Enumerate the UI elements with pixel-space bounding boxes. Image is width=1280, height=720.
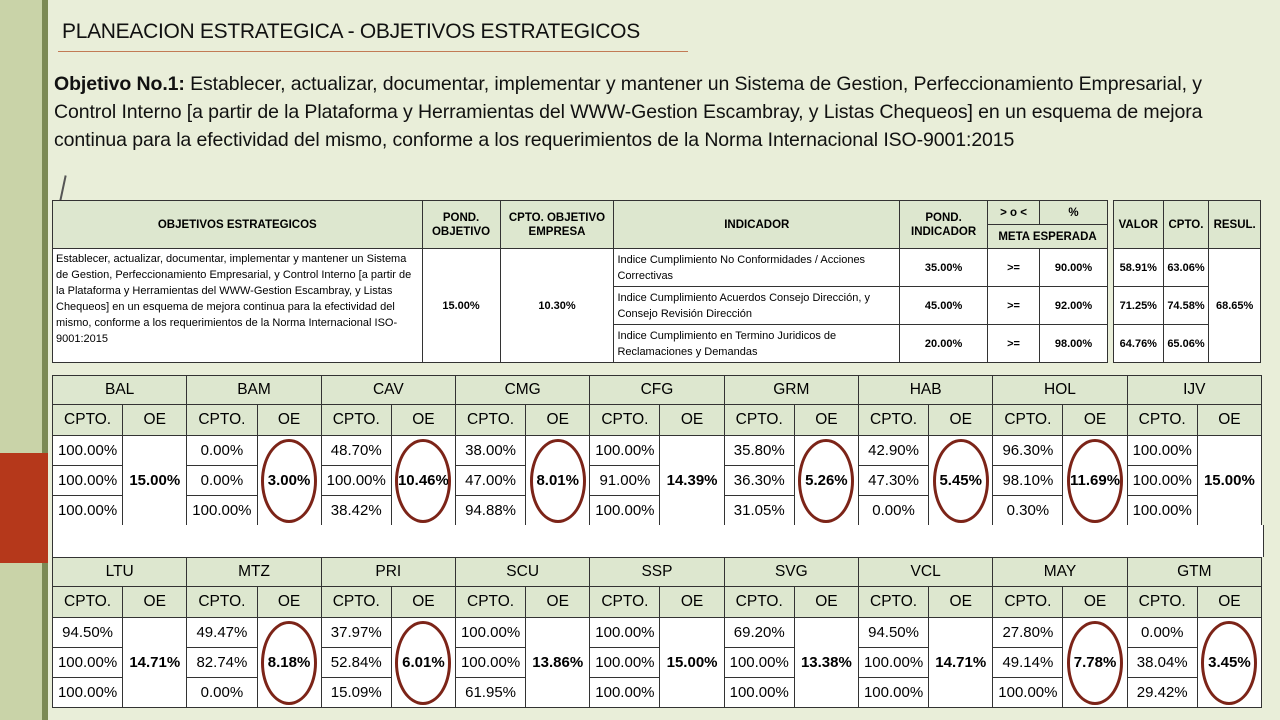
unit-name: PRI [321,558,455,587]
oe-value [257,618,321,708]
cpto-header: CPTO. [187,587,257,618]
table-spacer [52,525,1264,557]
cpto-value: 91.00% [590,466,660,496]
indicador-pond: 45.00% [900,287,988,325]
slide-title: PLANEACION ESTRATEGICA - OBJETIVOS ESTRATEGICOS [62,20,640,43]
cpto-value: 47.00% [455,466,525,496]
oe-header: OE [794,405,858,436]
header-cpto: CPTO. [1163,201,1209,249]
header-cpto-objetivo: CPTO. OBJETIVO EMPRESA [500,201,614,249]
oe-header: OE [123,587,187,618]
oe-value-text: 14.71% [129,654,181,671]
oe-value-text: 3.00% [267,472,311,489]
cpto-header: CPTO. [1127,587,1197,618]
oe-header: OE [794,587,858,618]
accent-block [0,453,48,563]
indicador-comp: >= [988,249,1040,287]
oe-value [929,436,993,526]
oe-header: OE [391,587,455,618]
cpto-value: 100.00% [53,436,123,466]
oe-value-text: 7.78% [1073,654,1117,671]
cpto-value: 0.00% [187,678,257,708]
units-table-bottom [52,557,1262,708]
oe-value [929,618,993,708]
unit-name: MTZ [187,558,321,587]
cpto-value: 47.30% [858,466,928,496]
cpto-value: 100.00% [321,466,391,496]
cpto-value: 94.50% [858,618,928,648]
cpto-value: 98.10% [993,466,1063,496]
result-cpto: 65.06% [1163,325,1209,363]
cpto-value: 100.00% [590,648,660,678]
cpto-value: 48.70% [321,436,391,466]
oe-header: OE [1197,405,1261,436]
oe-value-text: 10.46% [397,472,449,489]
header-meta: META ESPERADA [988,225,1108,249]
unit-name: CFG [590,376,724,405]
oe-value [794,436,858,526]
oe-header: OE [660,405,724,436]
cpto-value: 94.88% [455,496,525,526]
cpto-value: 100.00% [1127,496,1197,526]
unit-name: SSP [590,558,724,587]
oe-value [391,436,455,526]
oe-value [526,436,590,526]
header-percent: % [1040,201,1108,225]
oe-value [123,436,187,526]
unit-name: IJV [1127,376,1261,405]
cpto-header: CPTO. [1127,405,1197,436]
cpto-value: 0.30% [993,496,1063,526]
cpto-value: 35.80% [724,436,794,466]
oe-value-text: 6.01% [402,654,445,671]
oe-header: OE [929,405,993,436]
cpto-value: 100.00% [858,648,928,678]
header-pond-indicador: POND. INDICADOR [900,201,988,249]
oe-header: OE [1063,587,1127,618]
indicador-comp: >= [988,325,1040,363]
oe-value-text: 8.01% [536,472,579,489]
indicador-comp: >= [988,287,1040,325]
oe-value-text: 15.00% [1203,472,1255,489]
oe-header: OE [257,587,321,618]
oe-header: OE [391,405,455,436]
cpto-value: 0.00% [858,496,928,526]
cpto-value: 100.00% [858,678,928,708]
cpto-value: 100.00% [993,678,1063,708]
cpto-value: 100.00% [724,678,794,708]
oe-value [794,618,858,708]
oe-value-text: 15.00% [129,472,181,489]
cpto-value: 29.42% [1127,678,1197,708]
cpto-value: 49.14% [993,648,1063,678]
cpto-value: 15.09% [321,678,391,708]
oe-header: OE [526,587,590,618]
unit-name: CMG [455,376,589,405]
result-valor: 64.76% [1114,325,1164,363]
cpto-value: 38.42% [321,496,391,526]
objective-body: Establecer, actualizar, documentar, implementar y mantener un Sistema de Gestion, Perfeccionamiento Empresarial, y Control Interno [a partir de la Plataforma y Herramientas del WWW-Gestion Escambray, y Listas Chequeos] en un esquema de mejora continua para la efectividad del mismo, conforme a los requerimientos de la Norma Internacional ISO-9001:2015 [54,73,1203,151]
cpto-header: CPTO. [858,587,928,618]
result-valor: 58.91% [1114,249,1164,287]
cpto-value: 100.00% [187,496,257,526]
cpto-header: CPTO. [724,405,794,436]
cpto-value: 49.47% [187,618,257,648]
cpto-value: 100.00% [53,466,123,496]
cpto-header: CPTO. [187,405,257,436]
cpto-header: CPTO. [993,587,1063,618]
unit-name: GRM [724,376,858,405]
cpto-value: 100.00% [455,618,525,648]
cpto-header: CPTO. [53,405,123,436]
oe-value [660,436,724,526]
oe-value [1197,618,1261,708]
unit-name: BAM [187,376,321,405]
cpto-header: CPTO. [321,587,391,618]
cpto-value: 100.00% [1127,436,1197,466]
indicador-name: Indice Cumplimiento Acuerdos Consejo Dirección, y Consejo Revisión Dirección [614,287,900,325]
cpto-header: CPTO. [455,587,525,618]
cpto-value: 100.00% [724,648,794,678]
oe-value-text: 8.18% [267,654,311,671]
oe-value-text: 14.71% [935,654,987,671]
cpto-value: 69.20% [724,618,794,648]
cpto-header: CPTO. [590,405,660,436]
cpto-value: 38.04% [1127,648,1197,678]
unit-name: VCL [858,558,992,587]
oe-value [526,618,590,708]
title-underline [58,51,688,52]
cpto-value: 94.50% [53,618,123,648]
cpto-value: 82.74% [187,648,257,678]
cpto-value: 100.00% [590,496,660,526]
oe-value [660,618,724,708]
oe-value [1063,436,1127,526]
cpto-value: 100.00% [590,436,660,466]
objective-description: Establecer, actualizar, documentar, implementar y mantener un Sistema de Gestion, Perfeccionamiento Empresarial, y Control Interno [a partir de la Plataforma y Herramientas del WWW-Gestion Escambray, y Listas Chequeos] en un esquema de mejora continua para la efectividad del mismo, conforme a los requerimientos de la Norma Internacional ISO-9001:2015 [53,249,423,363]
indicador-meta: 92.00% [1040,287,1108,325]
oe-value [123,618,187,708]
indicador-name: Indice Cumplimiento No Conformidades / Acciones Correctivas [614,249,900,287]
cpto-header: CPTO. [590,587,660,618]
oe-header: OE [929,587,993,618]
header-resul: RESUL. [1209,201,1261,249]
oe-header: OE [257,405,321,436]
result-total: 68.65% [1209,249,1261,363]
unit-name: SVG [724,558,858,587]
oe-header: OE [123,405,187,436]
oe-value [1063,618,1127,708]
indicador-meta: 90.00% [1040,249,1108,287]
unit-name: CAV [321,376,455,405]
cpto-value: 61.95% [455,678,525,708]
unit-name: GTM [1127,558,1261,587]
cpto-header: CPTO. [724,587,794,618]
header-comparador: > o < [988,201,1040,225]
oe-value [391,618,455,708]
oe-value-text: 13.38% [800,654,852,671]
cpto-value: 100.00% [53,496,123,526]
cpto-header: CPTO. [455,405,525,436]
results-table [1113,200,1261,363]
unit-name: BAL [53,376,187,405]
oe-header: OE [660,587,724,618]
oe-value-text: 13.86% [532,654,584,671]
result-cpto: 63.06% [1163,249,1209,287]
cpto-value: 38.00% [455,436,525,466]
cpto-value: 0.00% [187,466,257,496]
cpto-value: 100.00% [590,618,660,648]
cpto-header: CPTO. [53,587,123,618]
cpto-value: 31.05% [724,496,794,526]
header-pond-objetivo: POND. OBJETIVO [422,201,500,249]
oe-value-text: 5.45% [939,472,982,489]
cpto-value: 100.00% [1127,466,1197,496]
indicador-name: Indice Cumplimiento en Termino Juridicos de Reclamaciones y Demandas [614,325,900,363]
objectives-table [52,200,1108,363]
cpto-value: 0.00% [187,436,257,466]
cpto-objetivo-value: 10.30% [500,249,614,363]
oe-value-text: 5.26% [805,472,848,489]
header-objetivos: OBJETIVOS ESTRATEGICOS [53,201,423,249]
oe-value-text: 15.00% [666,654,718,671]
unit-name: HAB [858,376,992,405]
indicador-pond: 20.00% [900,325,988,363]
unit-name: MAY [993,558,1127,587]
oe-value-text: 14.39% [666,472,718,489]
unit-name: SCU [455,558,589,587]
pond-objetivo-value: 15.00% [422,249,500,363]
cpto-value: 100.00% [455,648,525,678]
cpto-value: 100.00% [53,648,123,678]
result-cpto: 74.58% [1163,287,1209,325]
header-valor: VALOR [1114,201,1164,249]
units-table-top [52,375,1262,526]
left-decor-bar [0,0,48,720]
oe-header: OE [1063,405,1127,436]
cpto-value: 36.30% [724,466,794,496]
objective-label: Objetivo No.1: [54,73,185,95]
oe-header: OE [526,405,590,436]
oe-value-text: 11.69% [1070,472,1121,489]
cpto-value: 100.00% [590,678,660,708]
cpto-header: CPTO. [858,405,928,436]
cpto-value: 27.80% [993,618,1063,648]
unit-name: LTU [53,558,187,587]
cpto-value: 42.90% [858,436,928,466]
unit-name: HOL [993,376,1127,405]
oe-value [1197,436,1261,526]
cpto-value: 96.30% [993,436,1063,466]
cpto-value: 52.84% [321,648,391,678]
result-valor: 71.25% [1114,287,1164,325]
indicador-meta: 98.00% [1040,325,1108,363]
header-indicador: INDICADOR [614,201,900,249]
oe-header: OE [1197,587,1261,618]
cpto-value: 100.00% [53,678,123,708]
objective-text [54,70,1264,154]
indicador-pond: 35.00% [900,249,988,287]
cpto-header: CPTO. [321,405,391,436]
cpto-value: 37.97% [321,618,391,648]
oe-value-text: 3.45% [1208,654,1251,671]
oe-value [257,436,321,526]
cpto-value: 0.00% [1127,618,1197,648]
cpto-header: CPTO. [993,405,1063,436]
